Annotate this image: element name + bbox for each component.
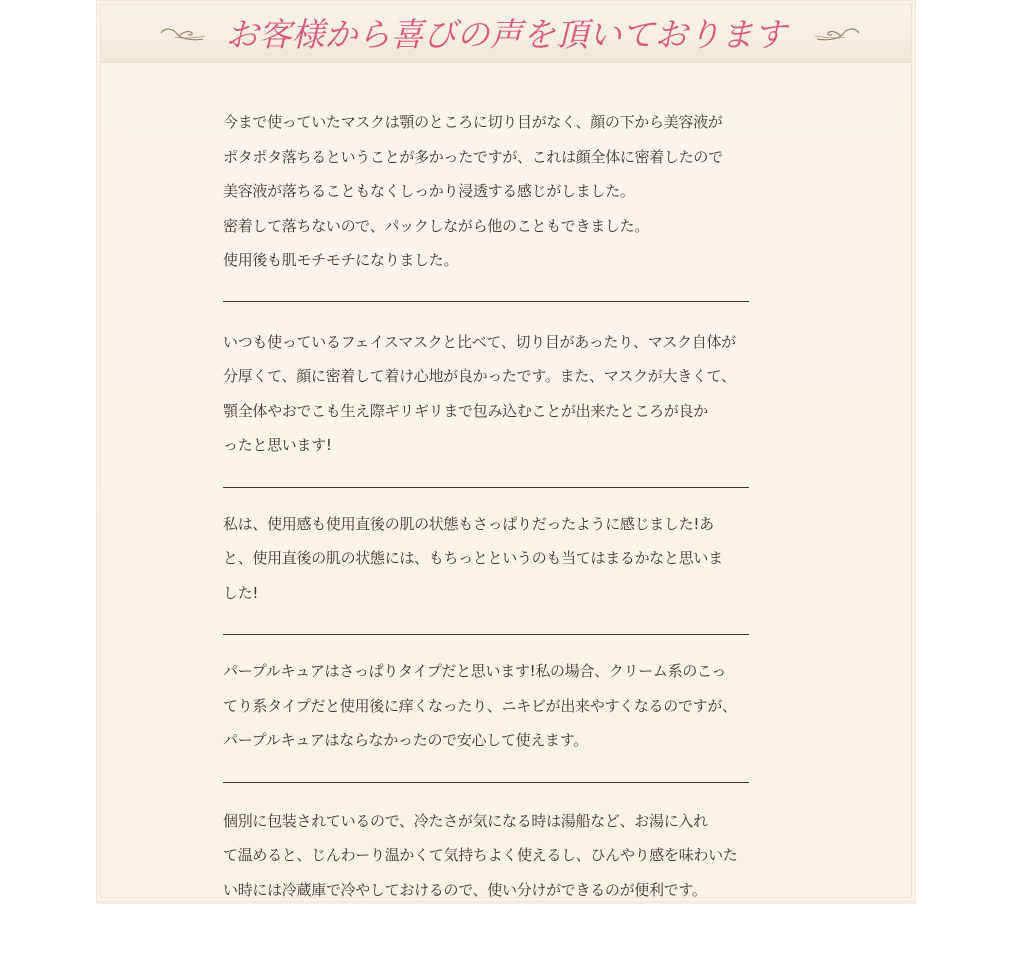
review-line: 使用後も肌モチモチになりました。: [223, 251, 459, 269]
review-line: 美容液が落ちることもなくしっかり浸透する感じがしました。: [223, 182, 635, 200]
review-line: 顎全体やおでこも生え際ギリギリまで包み込むことが出来たところが良か: [223, 401, 708, 420]
review-line: ったと思います!: [223, 436, 332, 454]
flourish-right-icon: [813, 24, 861, 46]
review-line: い時には冷蔵庫で冷やしておけるので、使い分けができるのが便利です。: [223, 880, 707, 899]
review-line: と、使用直後の肌の状態には、もちっとというのも当てはまるかなと思いま: [223, 549, 723, 567]
review-line: パープルキュアはならなかったので安心して使えます。: [223, 731, 588, 749]
review-item: [223, 635, 753, 782]
review-line: 今まで使っていたマスクは顎のところに切り目がなく、顔の下から美容液が: [223, 113, 723, 131]
review-line: ポタポタ落ちるということが多かったですが、これは顔全体に密着したので: [223, 147, 723, 166]
review-line: 個別に包装されているので、冷たさが気になる時は湯船など、お湯に入れ: [223, 811, 708, 830]
section-title: お客様から喜びの声を頂いております: [225, 15, 787, 54]
review-item: [223, 105, 753, 301]
review-item: [223, 302, 753, 487]
testimonials-header: [101, 5, 911, 63]
testimonials-panel: [96, 0, 916, 902]
review-line: パープルキュアはさっぱりタイプだと思います!私の場合、クリーム系のこっ: [223, 662, 727, 680]
review-line: てり系タイプだと使用後に痒くなったり、ニキビが出来やすくなるのですが、: [223, 696, 737, 715]
review-line: した!: [223, 583, 259, 602]
review-line: いつも使っているフェイスマスクと比べて、切り目があったり、マスク自体が: [223, 332, 736, 351]
header-divider: [101, 63, 911, 64]
reviews-list: [223, 105, 753, 907]
review-item: [223, 783, 753, 908]
review-line: 密着して落ちないので、パックしながら他のこともできました。: [223, 216, 650, 235]
review-line: て温めると、じんわーり温かくて気持ちよく使えるし、ひんやり感を味わいた: [223, 846, 738, 864]
review-item: [223, 488, 753, 635]
review-line: 私は、使用感も使用直後の肌の状態もさっぱりだったように感じました!あ: [223, 514, 714, 533]
review-line: 分厚くて、顔に密着して着け心地が良かったです。また、マスクが大きくて、: [223, 367, 736, 385]
